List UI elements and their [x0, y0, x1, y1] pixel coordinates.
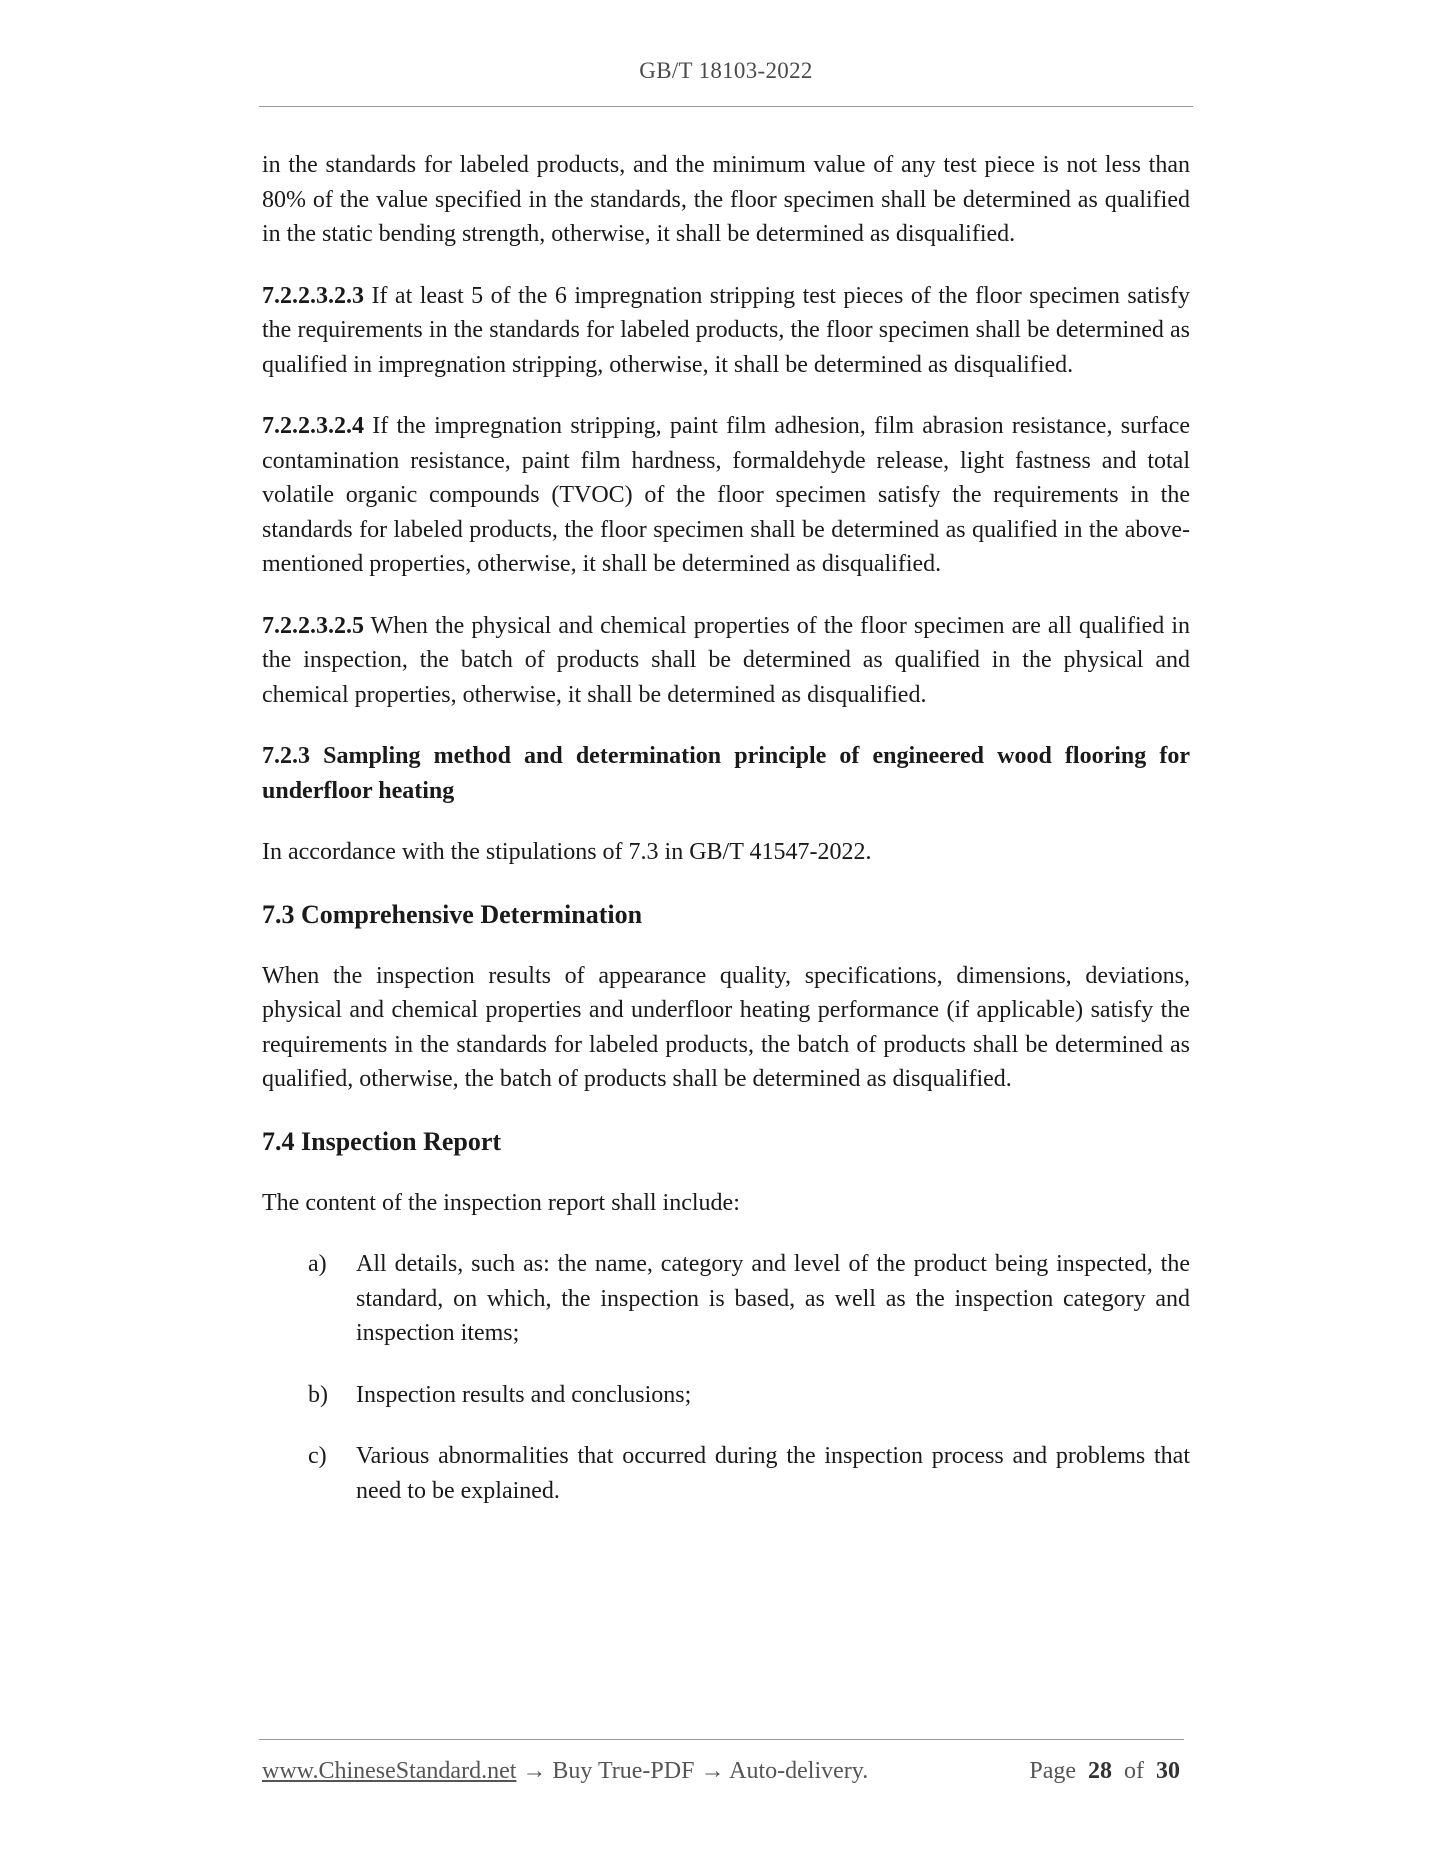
- document-body: [262, 148, 1190, 1535]
- page-number: [1029, 1758, 1180, 1785]
- page-header-title: GB/T 18103-2022: [639, 58, 813, 83]
- page-label: Page: [1029, 1758, 1076, 1784]
- clause-number: 7.2.2.3.2.4: [262, 413, 364, 439]
- arrow-icon: →: [516, 1758, 553, 1784]
- paragraph-7-3: When the inspection results of appearance quality, specifications, dimensions, deviations, physical and chemical properties and underfloor heating performance (if applicable) satisfy the requirements in the standards for labeled products, the batch of products shall be determined as qualified, otherwise, the batch of products shall be determined as disqualified.: [262, 962, 1190, 1092]
- heading-7-4: 7.4 Inspection Report: [262, 1126, 502, 1156]
- list-text: Inspection results and conclusions;: [356, 1381, 692, 1408]
- site-link[interactable]: www.ChineseStandard.net: [262, 1758, 517, 1784]
- clause-number: 7.2.2.3.2.3: [262, 282, 364, 309]
- continued-paragraph: in the standards for labeled products, and the minimum value of any test piece is not less than 80% of the value specified in the standards, the floor specimen shall be determined as qualified in the static bending strength, otherwise, it shall be determined as disqualified.: [262, 152, 1190, 247]
- auto-delivery-text: Auto-delivery.: [729, 1758, 869, 1784]
- total-pages: 30: [1156, 1758, 1180, 1784]
- list-marker: c): [308, 1443, 327, 1469]
- list-text: Various abnormalities that occurred during the inspection process and problems that need to be explained.: [356, 1443, 1190, 1504]
- paragraph-7-2-3: In accordance with the stipulations of 7.3 in GB/T 41547-2022.: [262, 839, 872, 865]
- clause-7-2-2-3-2-3: [262, 279, 1190, 383]
- clause-7-2-2-3-2-4: [262, 409, 1190, 582]
- heading-7-2-3: 7.2.3 Sampling method and determination principle of engineered wood flooring for underfloor heating: [262, 743, 1190, 804]
- clause-text: If at least 5 of the 6 impregnation stripping test pieces of the floor specimen satisfy the requirements in the standards for labeled products, the floor specimen shall be determined as qualified in impregnation stripping, otherwise, it shall be determined as disqualified.: [262, 282, 1190, 378]
- arrow-icon: →: [694, 1758, 730, 1784]
- clause-7-2-2-3-2-5: [262, 609, 1190, 713]
- of-label: of: [1124, 1758, 1144, 1784]
- paragraph-7-4: The content of the inspection report shall include:: [262, 1189, 740, 1216]
- clause-text: When the physical and chemical properties of the floor specimen are all qualified in the inspection, the batch of products shall be determined as qualified in the physical and chemical properties, otherwise, it shall be determined as disqualified.: [262, 612, 1190, 708]
- list-marker: a): [308, 1251, 327, 1277]
- buy-pdf-text: Buy True-PDF: [552, 1758, 695, 1784]
- clause-number: 7.2.2.3.2.5: [262, 612, 364, 639]
- list-item: [262, 1247, 1190, 1351]
- footer-divider: [259, 1739, 1184, 1740]
- list-item: [262, 1378, 1190, 1413]
- current-page: 28: [1088, 1758, 1112, 1784]
- list-text: All details, such as: the name, category and level of the product being inspected, the standard, on which, the inspection is based, as well as the inspection category and inspection items;: [356, 1251, 1190, 1346]
- clause-text: If the impregnation stripping, paint film adhesion, film abrasion resistance, surface contamination resistance, paint film hardness, formaldehyde release, light fastness and total volatile organic compounds (TVOC) of the floor specimen satisfy the requirements in the standards for labeled products, the floor specimen shall be determined as qualified in the above-mentioned properties, otherwise, it shall be determined as disqualified.: [262, 413, 1190, 577]
- list-item: [262, 1439, 1190, 1508]
- footer-promo: [262, 1758, 868, 1785]
- heading-7-3: 7.3 Comprehensive Determination: [262, 899, 643, 929]
- list-marker: b): [308, 1381, 328, 1408]
- header-divider: [259, 106, 1193, 107]
